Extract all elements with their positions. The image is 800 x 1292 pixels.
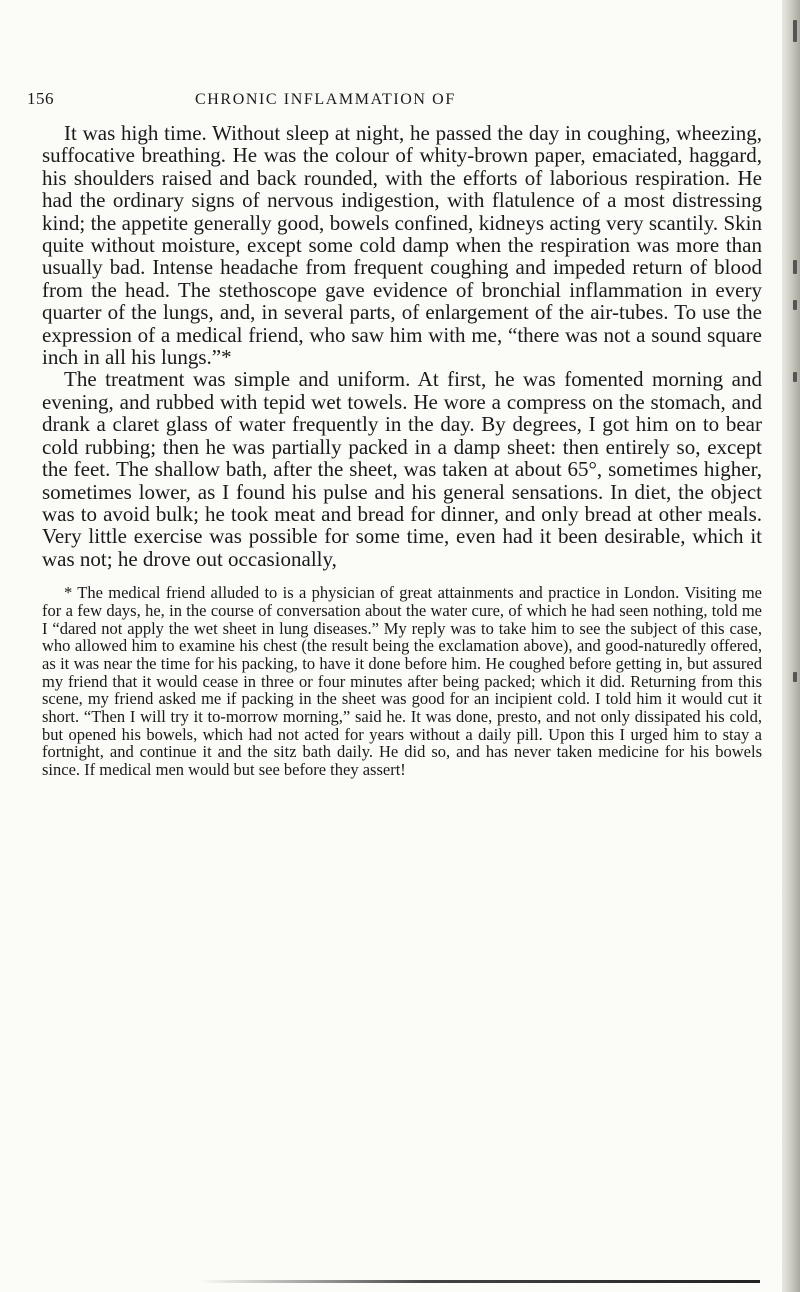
- edge-mark: [793, 672, 797, 682]
- body-paragraph-2: The treatment was simple and uniform. At first, he was fomented morning and evening, and rubbed with tepid wet towels. He wore a compress on the stomach, and drank a claret glass of water frequently in the day. By degrees, I got him on to bear cold rubbing; then he was partially packed in a damp sheet: then entirely so, except the feet. The shallow bath, after the sheet, was taken at about 65°, sometimes higher, sometimes lower, as I found his pulse and his general sensations. In diet, the object was to avoid bulk; he took meat and bread for dinner, and only bread at other meals. Very little exercise was possible for some time, even had it been desirable, which it was not; he drove out occasionally,: [42, 367, 762, 571]
- edge-mark: [793, 300, 797, 310]
- bottom-edge-shadow: [200, 1280, 760, 1283]
- page-number: 156: [27, 89, 54, 108]
- edge-mark: [793, 372, 797, 382]
- body-paragraph-1: It was high time. Without sleep at night, he passed the day in coughing, wheezing, suffocative breathing. He was the colour of whity-brown paper, emaciated, haggard, his shoulders raised and back rounded, with the efforts of laborious respiration. He had the ordinary signs of nervous indigestion, with flatulence of a most distressing kind; the appetite generally good, bowels confined, kidneys acting very scantily. Skin quite without moisture, except some cold damp when the respiration was more than usually bad. Intense headache from frequent coughing and impeded return of blood from the head. The stethoscope gave evidence of bronchial inflammation in every quarter of the lungs, and, in several parts, of enlargement of the air-tubes. To use the expression of a medical friend, who saw him with me, “there was not a sound square inch in all his lungs.”*: [42, 121, 762, 370]
- edge-mark: [793, 260, 797, 274]
- footnote: * The medical friend alluded to is a physician of great attainments and practice in London. Visiting me for a few days, he, in the course of conversation about the water cure, of which he had seen nothing, told me I “dared not apply the wet sheet in lung diseases.” My reply was to take him to see the subject of this case, who allowed him to examine his chest (the result being the exclamation above), and good-naturedly offered, as it was near the time for his packing, to have it done before him. He coughed before getting in, but assured my friend that it would cease in three or four minutes after being packed; which it did. Returning from this scene, my friend asked me if packing in the sheet was good for an incipient cold. I told him it would cut it short. “Then I will try it to-morrow morning,” said he. It was done, presto, and not only dissipated his cold, but opened his bowels, which had not acted for years without a daily pill. Upon this I urged him to stay a fortnight, and continue it and the sitz bath daily. He did so, and has never taken medicine for his bowels since. If medical men would but see before they assert!: [42, 583, 762, 780]
- running-head: CHRONIC INFLAMMATION OF: [195, 91, 456, 108]
- page-body: [42, 122, 762, 795]
- edge-mark: [793, 20, 797, 42]
- page-edge: [782, 0, 800, 1292]
